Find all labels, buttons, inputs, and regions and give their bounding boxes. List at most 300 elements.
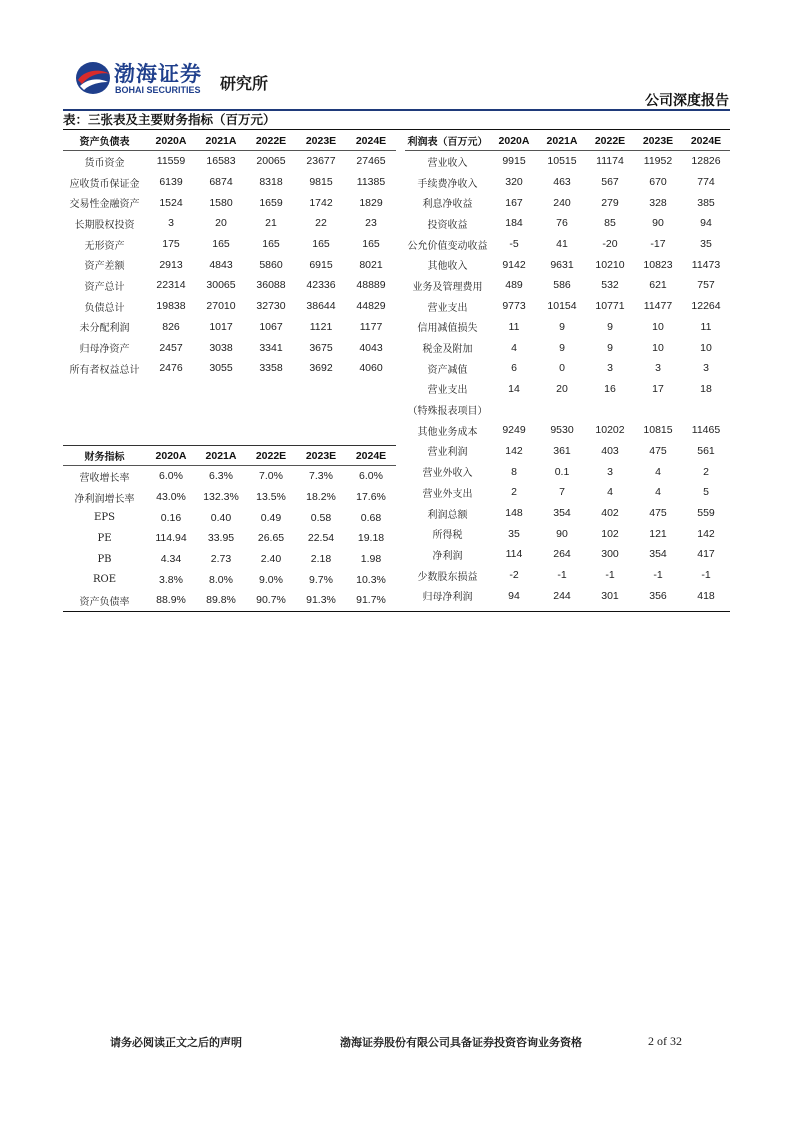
row-value: 36088 [256,279,286,292]
table-row [405,275,730,296]
table-row [63,466,396,487]
row-label: 税金及附加 [422,344,473,356]
row-label: 信用减值损失 [417,323,478,335]
row-label: 业务及管理费用 [412,281,483,293]
row-label: 所有者权益总计 [69,364,140,376]
row-value: 2.18 [310,553,332,566]
row-value: 4 [655,486,661,499]
row-value: 10515 [547,155,577,168]
row-label: 净利润 [432,550,463,562]
row-value: 3692 [309,362,333,375]
row-value [682,399,730,420]
row-value: 354 [649,548,667,561]
row-value: 184 [505,217,523,230]
table-row [63,275,396,296]
row-label: 归母净资产 [79,344,130,356]
row-value: 11473 [691,258,721,271]
row-value: 8318 [259,176,283,189]
row-label: 交易性金融资产 [69,199,140,211]
row-label: 资产总计 [84,281,125,293]
row-value: 22314 [156,279,186,292]
table-header-year: 2023E [296,446,346,466]
row-value: 9530 [550,424,574,437]
table-row [63,569,396,590]
table-row [405,461,730,482]
table-caption: 表：三张表及主要财务指标（百万元） [63,112,276,127]
row-value: -1 [557,569,567,582]
table-row [405,296,730,317]
row-value: 2.40 [260,553,282,566]
row-value: 13.5% [256,491,286,504]
row-value: 12264 [691,300,721,313]
row-value: 16 [604,382,616,395]
row-value: 114.94 [155,532,187,545]
row-label: 营业利润 [427,447,468,459]
row-value: 6 [511,362,517,375]
table-row [405,192,730,213]
row-value: 9915 [502,155,526,168]
income-statement-table [405,131,730,606]
row-value: 11174 [596,155,624,168]
row-value: 9 [607,341,613,354]
row-value: 774 [697,176,715,189]
row-value: 670 [649,176,667,189]
table-row [63,590,396,611]
row-value: -1 [653,569,663,582]
row-value: 6874 [209,176,233,189]
row-value: 6.3% [209,470,233,483]
financial-ratios-table [63,445,396,611]
row-value: 41 [556,238,568,251]
row-value: 35 [700,238,712,251]
row-value: 4843 [209,258,233,271]
table-header-year: 2021A [196,131,246,151]
row-value: 532 [601,279,619,292]
table-row [63,172,396,193]
table-row [405,420,730,441]
row-value: 567 [601,176,619,189]
logo-chinese-name: 渤海证券 [114,61,202,86]
row-value [634,399,682,420]
row-value: 8021 [359,258,383,271]
row-value: -17 [650,238,666,251]
row-value: 9815 [309,176,333,189]
row-value: 475 [649,507,667,520]
table-row [63,317,396,338]
row-value: 300 [601,548,619,561]
table-row [405,399,730,420]
row-label: 其他收入 [427,261,468,273]
row-value: 4 [511,341,517,354]
row-label: 负债总计 [84,302,125,314]
row-value: 4 [607,486,613,499]
row-value: 9142 [502,258,526,271]
row-value: 165 [362,238,380,251]
table-row [63,192,396,213]
row-value: 76 [556,217,568,230]
table-row [405,213,730,234]
row-label: 利息净收益 [422,199,473,211]
row-label: 长期股权投资 [74,219,135,231]
table-row [63,549,396,570]
row-value: 9.0% [259,573,283,586]
row-value: 356 [649,589,667,602]
row-value: 418 [697,589,715,602]
row-value: 27465 [356,155,386,168]
row-value: 26.65 [257,532,285,545]
row-value: 0.49 [260,511,282,524]
row-value: 244 [553,589,571,602]
row-value: 90.7% [256,594,286,607]
row-value: 3.8% [159,573,183,586]
row-value: 10210 [595,258,625,271]
row-label: 应收货币保证金 [69,178,140,190]
row-value: 7.0% [259,470,283,483]
row-value: 2457 [159,341,183,354]
row-label: 营业支出 [427,385,468,397]
row-label: 资产差额 [84,261,125,273]
row-value: 18.2% [306,491,336,504]
row-value: 5860 [259,258,283,271]
row-value: 3 [655,362,661,375]
row-value: 3675 [309,341,333,354]
row-value: 2 [511,486,517,499]
row-value: 148 [505,507,523,520]
row-label: 货币资金 [84,157,125,169]
row-value: 42336 [306,279,336,292]
row-label: ROE [92,574,117,586]
row-value: 0.1 [554,465,570,478]
row-value: 0.68 [360,511,382,524]
row-value: 10 [652,320,664,333]
row-value: 12826 [691,155,721,168]
table-header-year: 2024E [346,131,396,151]
row-value: 6915 [309,258,333,271]
row-value: 9 [607,320,613,333]
table-header-year: 2024E [346,446,396,466]
row-value: 10823 [643,258,673,271]
row-value: 6139 [159,176,183,189]
table-row [63,337,396,358]
row-value: 23677 [306,155,336,168]
row-value: 1659 [259,196,283,209]
row-value: 403 [601,444,619,457]
table-row [63,213,396,234]
row-label: EPS [94,512,115,524]
row-value: 20 [556,382,568,395]
row-label: 营业支出 [427,302,468,314]
footer-qualification: 渤海证券股份有限公司具备证券投资咨询业务资格 [340,1036,582,1049]
row-label: 营收增长率 [79,472,130,484]
row-value [490,399,538,420]
row-value: 9 [559,320,565,333]
row-value: 417 [697,548,715,561]
row-value: 33.95 [207,532,235,545]
row-value: 30065 [206,279,236,292]
table-header-row [63,446,396,466]
row-label: 营业收入 [427,157,468,169]
table-row [405,234,730,255]
table-header-year: 2020A [146,131,196,151]
row-value: 3038 [209,341,233,354]
row-value: 826 [162,320,180,333]
row-value: 27010 [206,300,236,313]
row-value: 23 [365,217,377,230]
row-value: 559 [697,507,715,520]
table-row [405,482,730,503]
table-header-year: 2023E [634,131,682,151]
row-value: 167 [505,196,523,209]
row-value: 10771 [595,300,625,313]
logo-english-name: BOHAI SECURITIES [115,85,201,95]
row-value: 1524 [159,196,183,209]
row-value: 0.16 [160,511,182,524]
bohai-logo [74,58,224,100]
row-value: 6.0% [159,470,183,483]
table-row [405,337,730,358]
row-value: 1017 [209,320,233,333]
row-value: 17 [652,382,664,395]
row-value: -2 [509,569,519,582]
table-row [405,358,730,379]
table-row [63,254,396,275]
row-value: 165 [262,238,280,251]
row-label: 所得税 [432,530,463,542]
row-label: 手续费净收入 [417,178,478,190]
row-label: 归母净利润 [422,592,473,604]
row-label: PB [97,553,112,565]
row-value: 240 [553,196,571,209]
row-label: 少数股东损益 [417,571,478,583]
row-value: 10815 [643,424,673,437]
row-label: 利润总额 [427,509,468,521]
table-header-year: 2022E [246,131,296,151]
row-label: 投资收益 [427,219,468,231]
row-value: 2.73 [210,553,232,566]
row-value: 2476 [159,362,183,375]
row-value: 91.3% [306,594,336,607]
row-value: 32730 [256,300,286,313]
row-label: 营业外支出 [422,488,473,500]
row-value: 142 [505,444,523,457]
row-value: 19838 [156,300,186,313]
footer-disclaimer: 请务必阅读正文之后的声明 [110,1036,242,1049]
row-value: 121 [649,527,667,540]
row-value: 17.6% [356,491,386,504]
table-header-year: 2022E [586,131,634,151]
page-number: 2 of 32 [648,1034,682,1048]
row-value: 3 [168,217,174,230]
row-value: 114 [505,548,523,561]
row-value: 489 [505,279,523,292]
row-value: 2 [703,465,709,478]
table-header-year: 2020A [146,446,196,466]
row-value: 175 [162,238,180,251]
row-value: 3341 [259,341,283,354]
row-label: 公允价值变动收益 [407,240,488,252]
row-value: 328 [649,196,667,209]
table-row [63,358,396,379]
row-value: 22 [315,217,327,230]
row-value: 1829 [359,196,383,209]
row-value: 0.40 [210,511,232,524]
table-row [405,565,730,586]
table-header-title: 财务指标 [63,446,146,466]
row-value: -5 [509,238,519,251]
row-value: 1742 [309,196,333,209]
row-value: 1067 [259,320,283,333]
row-value: 10 [652,341,664,354]
table-header-title: 资产负债表 [63,131,146,151]
table-header-row [405,131,730,151]
row-value: 264 [553,548,571,561]
report-type: 公司深度报告 [645,93,729,109]
row-value: 11952 [643,155,673,168]
row-value: 10.3% [356,573,386,586]
row-value: 0.58 [310,511,332,524]
row-value: 44829 [356,300,386,313]
row-value: 14 [508,382,520,395]
table-row [405,172,730,193]
table-header-year: 2020A [490,131,538,151]
row-label: 未分配利润 [79,323,130,335]
row-value: 11465 [691,424,721,437]
table-row [405,379,730,400]
table-row [405,317,730,338]
row-value: 9631 [550,258,574,271]
table-header-year: 2023E [296,131,346,151]
row-value: 16583 [206,155,236,168]
row-value: -1 [701,569,711,582]
row-value: 757 [697,279,715,292]
table-header-title: 利润表（百万元） [405,131,490,151]
table-row [405,441,730,462]
row-value: 9249 [502,424,526,437]
row-value: 4 [655,465,661,478]
row-value: 301 [601,589,619,602]
row-label: （特殊报表项目） [407,406,488,418]
row-value: 3 [607,465,613,478]
row-value: 279 [601,196,619,209]
row-value: 354 [553,507,571,520]
table-row [63,234,396,255]
row-value: 21 [265,217,277,230]
table-row [63,528,396,549]
row-value: 402 [601,507,619,520]
row-value: 0 [559,362,565,375]
row-value: 94 [508,589,520,602]
row-value: 102 [601,527,619,540]
table-row [405,254,730,275]
row-value: 35 [508,527,520,540]
row-value: 38644 [306,300,336,313]
row-value: 3358 [259,362,283,375]
row-value: 4.34 [160,553,182,566]
institute-label: 研究所 [220,74,269,93]
row-value: 89.8% [206,594,236,607]
row-value: 7 [559,486,565,499]
table-row [405,523,730,544]
row-value: 11477 [643,300,673,313]
row-value: 11385 [356,176,386,189]
row-label: 营业外收入 [422,468,473,480]
row-value: 8 [511,465,517,478]
row-label: 资产减值 [427,364,468,376]
table-row [405,544,730,565]
row-value: 48889 [356,279,386,292]
row-value: 165 [312,238,330,251]
table-row [63,296,396,317]
row-value: 1177 [359,320,383,333]
table-bottom-divider [63,611,730,612]
row-value: 561 [697,444,715,457]
row-value: 475 [649,444,667,457]
row-value: 10 [700,341,712,354]
row-value: 94 [700,217,712,230]
row-value: 43.0% [156,491,186,504]
row-value: 19.18 [357,532,385,545]
row-value: 4060 [359,362,383,375]
bohai-logo-icon [74,60,112,96]
row-value: 90 [652,217,664,230]
row-value [586,399,634,420]
row-value: 8.0% [209,573,233,586]
row-value: 142 [697,527,715,540]
table-row [63,151,396,172]
row-value: 9 [559,341,565,354]
row-value: 11559 [156,155,186,168]
row-value: 90 [556,527,568,540]
row-value: 91.7% [356,594,386,607]
row-value: 10154 [547,300,577,313]
row-value: 85 [604,217,616,230]
row-value: 11 [700,320,712,333]
row-value: 10202 [595,424,625,437]
table-row [405,585,730,606]
row-value: -1 [605,569,615,582]
table-row [63,487,396,508]
row-label: PE [97,532,112,544]
row-label: 无形资产 [84,240,125,252]
row-value: 20 [215,217,227,230]
row-value: 3055 [209,362,233,375]
row-value: 6.0% [359,470,383,483]
row-value: 4043 [359,341,383,354]
table-header-row [63,131,396,151]
table-header-year: 2021A [196,446,246,466]
row-value: 7.3% [309,470,333,483]
row-value: 361 [553,444,571,457]
row-value: -20 [602,238,618,251]
row-value: 20065 [256,155,286,168]
row-value: 621 [649,279,667,292]
row-value: 1580 [209,196,233,209]
row-value: 3 [703,362,709,375]
caption-divider [63,129,730,130]
row-value: 385 [697,196,715,209]
row-value: 11 [508,320,520,333]
row-value: 18 [700,382,712,395]
table-row [405,151,730,172]
table-header-year: 2022E [246,446,296,466]
row-value [538,399,586,420]
table-header-year: 2024E [682,131,730,151]
table-row [405,503,730,524]
balance-sheet-table [63,131,396,379]
row-label: 净利润增长率 [74,493,135,505]
row-value: 320 [505,176,523,189]
row-value: 132.3% [203,491,239,504]
